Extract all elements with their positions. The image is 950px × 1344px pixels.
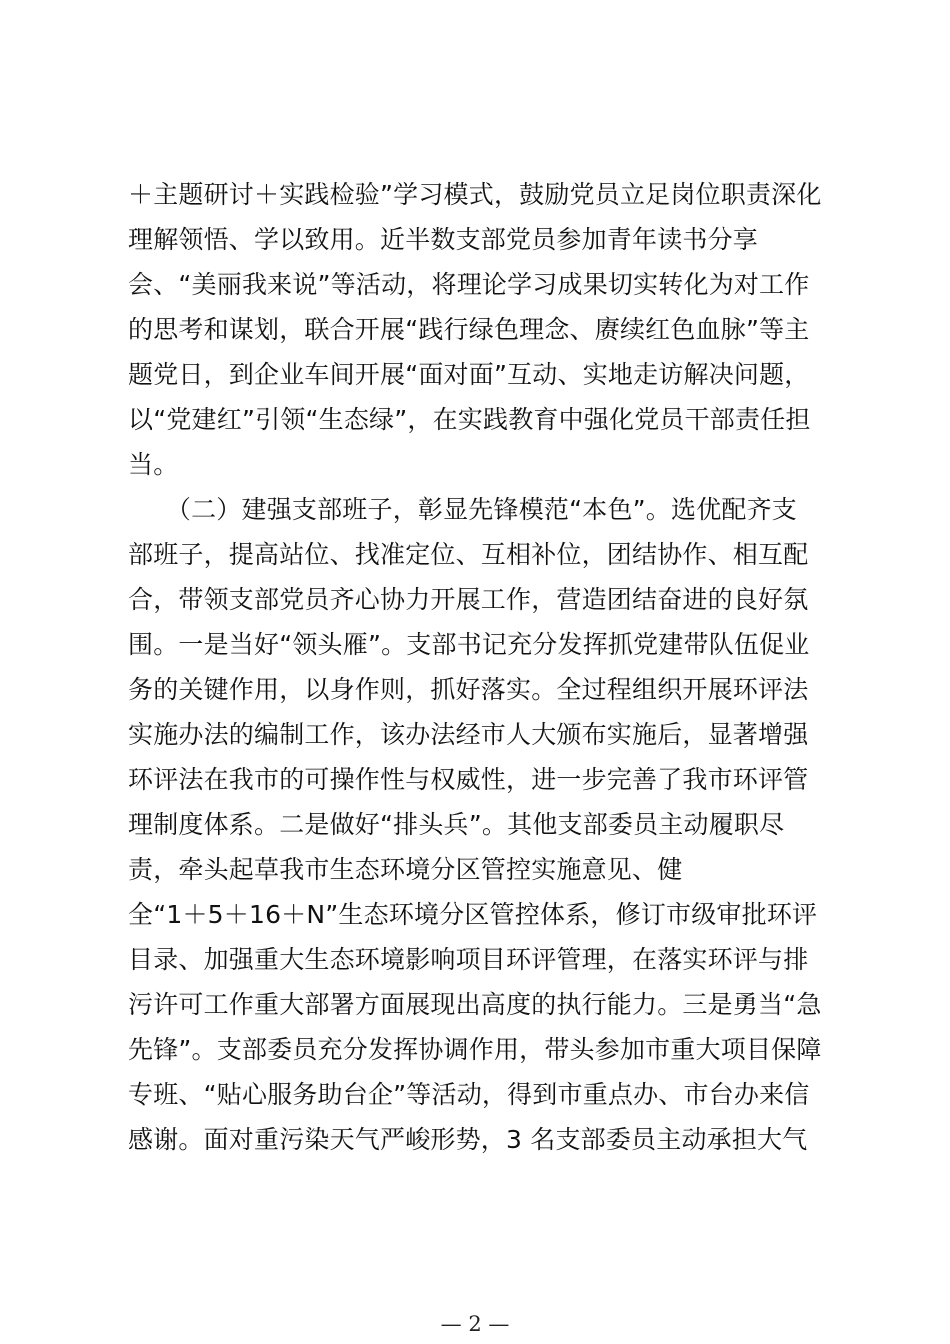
text-line: ＋主题研讨＋实践检验”学习模式，鼓励党员立足岗位职责深化 [128, 180, 822, 209]
text-line: 环评法在我市的可操作性与权威性，进一步完善了我市环评管 [128, 765, 809, 794]
text-line: 理解领悟、学以致用。近半数支部党员参加青年读书分享 [128, 225, 759, 254]
text-line: 感谢。面对重污染天气严峻形势，3 名支部委员主动承担大气 [128, 1125, 808, 1154]
text-line: 围。一是当好“领头雁”。支部书记充分发挥抓党建带队伍促业 [128, 630, 810, 659]
paragraph-1 [128, 172, 838, 487]
text-line: 先锋”。支部委员充分发挥协调作用，带头参加市重大项目保障 [128, 1035, 822, 1064]
text-line: 的思考和谋划，联合开展“践行绿色理念、赓续红色血脉”等主 [128, 315, 810, 344]
text-line: 污许可工作重大部署方面展现出高度的执行能力。三是勇当“急 [128, 990, 822, 1019]
text-line: 务的关键作用，以身作则，抓好落实。全过程组织开展环评法 [128, 675, 809, 704]
page-number: — 2 — [440, 1312, 510, 1336]
text-line: 会、“美丽我来说”等活动，将理论学习成果切实转化为对工作 [128, 270, 810, 299]
text-line: 专班、“贴心服务助台企”等活动，得到市重点办、市台办来信 [128, 1080, 810, 1109]
paragraph-2 [128, 487, 838, 1162]
text-line: 以“党建红”引领“生态绿”，在实践教育中强化党员干部责任担 [128, 405, 811, 434]
text-line: 合，带领支部党员齐心协力开展工作，营造团结奋进的良好氛 [128, 585, 809, 614]
text-line: 理制度体系。二是做好“排头兵”。其他支部委员主动履职尽 [128, 810, 785, 839]
text-line: 全“1＋5＋16＋N”生态环境分区管控体系，修订市级审批环评 [128, 900, 818, 929]
text-line: 责，牵头起草我市生态环境分区管控实施意见、健 [128, 855, 683, 884]
text-line: 目录、加强重大生态环境影响项目环评管理，在落实环评与排 [128, 945, 809, 974]
text-line: 部班子，提高站位、找准定位、互相补位，团结协作、相互配 [128, 540, 809, 569]
text-line: 当。 [128, 450, 179, 479]
text-line: 实施办法的编制工作，该办法经市人大颁布实施后，显著增强 [128, 720, 809, 749]
text-line: 题党日，到企业车间开展“面对面”互动、实地走访解决问题， [128, 360, 810, 389]
text-line: （二）建强支部班子，彰显先锋模范“本色”。选优配齐支 [128, 495, 798, 524]
document-body [128, 172, 838, 1162]
